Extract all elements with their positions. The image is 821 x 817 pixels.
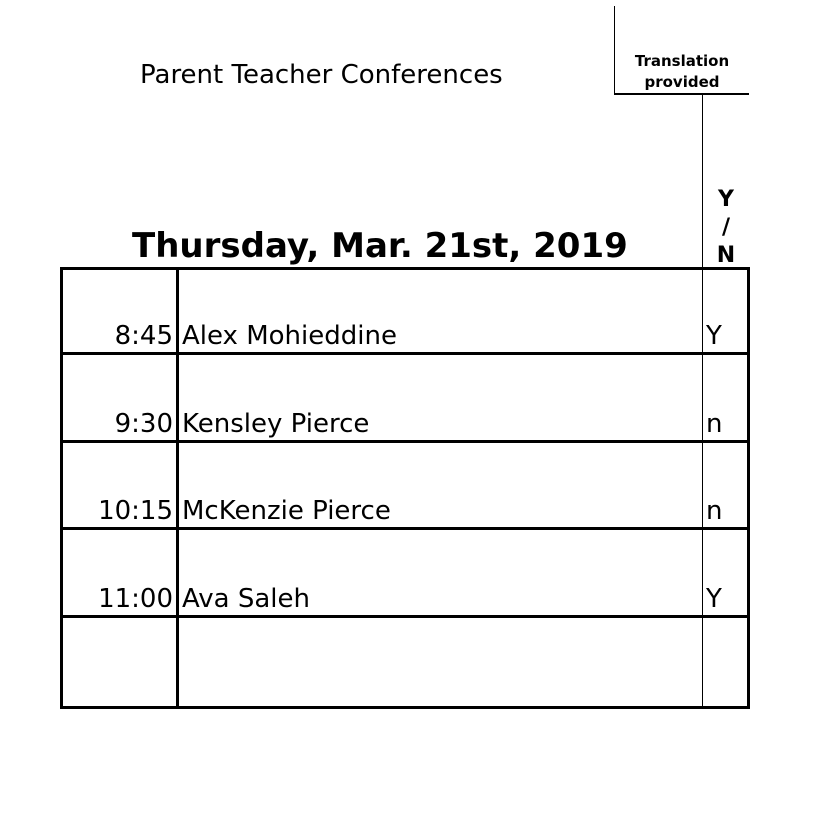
translation-cell: Y <box>706 321 722 351</box>
table-row <box>60 621 750 709</box>
translation-cell: Y <box>706 584 722 614</box>
translation-column-divider-table <box>702 267 703 709</box>
translation-cell: n <box>706 409 723 439</box>
time-cell: 8:45 <box>114 321 173 351</box>
table-row <box>60 355 750 443</box>
translation-cell: n <box>706 496 723 526</box>
row-divider <box>60 615 750 618</box>
time-column-divider <box>176 267 179 709</box>
student-name-cell: McKenzie Pierce <box>182 496 391 526</box>
table-row <box>60 530 750 618</box>
table-row <box>60 442 750 530</box>
student-name-cell: Kensley Pierce <box>182 409 370 439</box>
table-row <box>60 267 750 355</box>
yn-header-label: Y / N <box>716 187 736 268</box>
translation-header-underline <box>614 93 749 95</box>
student-name-cell: Ava Saleh <box>182 584 310 614</box>
translation-column-divider <box>614 6 615 94</box>
student-name-cell: Alex Mohieddine <box>182 321 397 351</box>
page-title: Parent Teacher Conferences <box>140 60 503 90</box>
time-cell: 10:15 <box>98 496 173 526</box>
time-cell: 9:30 <box>114 409 173 439</box>
conference-date: Thursday, Mar. 21st, 2019 <box>132 226 628 266</box>
schedule-table <box>60 267 750 709</box>
yn-column-divider <box>702 94 703 270</box>
translation-provided-label: Translation provided <box>634 52 730 91</box>
time-cell: 11:00 <box>98 584 173 614</box>
